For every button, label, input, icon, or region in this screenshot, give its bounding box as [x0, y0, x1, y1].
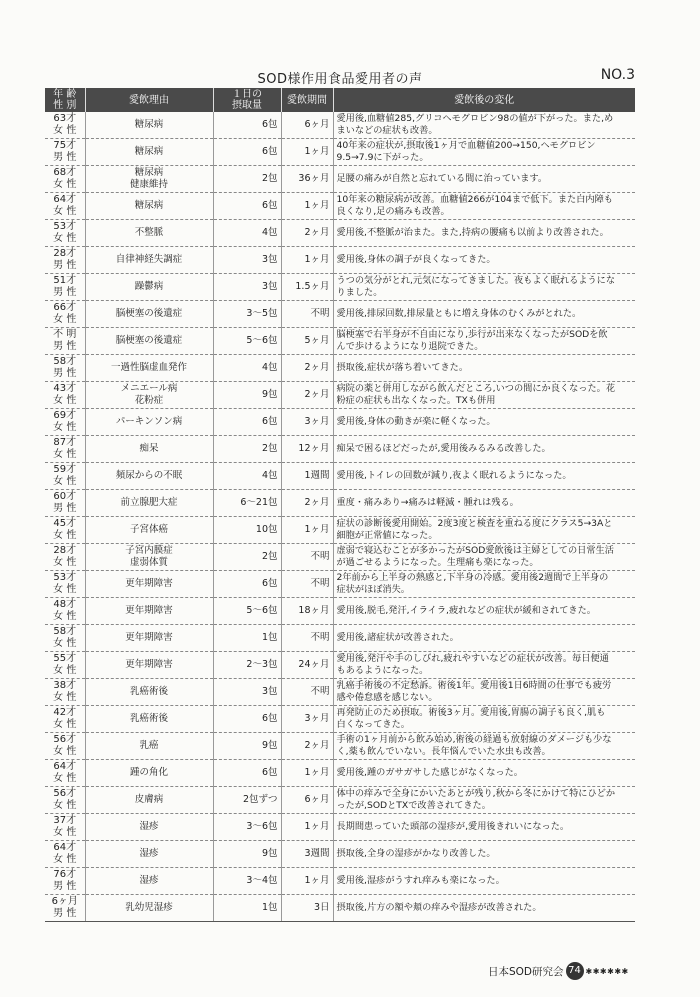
cell-age: 51才 男 性 — [45, 274, 85, 301]
table-row — [45, 868, 635, 895]
cell-amount: 3〜5包 — [213, 301, 281, 328]
table-row — [45, 571, 635, 598]
cell-amount: 3包 — [213, 247, 281, 274]
cell-period: 2ヶ月 — [281, 382, 333, 409]
cell-amount: 10包 — [213, 517, 281, 544]
cell-amount: 2包 — [213, 436, 281, 463]
cell-period: 不明 — [281, 571, 333, 598]
table-row — [45, 274, 635, 301]
cell-age: 87才 女 性 — [45, 436, 85, 463]
cell-change: 症状の診断後愛用開始。2度3度と検査を重ねる度にクラス5→3Aと 細胞が正常値になった。 — [333, 517, 635, 544]
column-header-age: 年 齢 性 別 — [45, 88, 85, 112]
cell-age: 不 明 男 性 — [45, 328, 85, 355]
cell-period: 不明 — [281, 544, 333, 571]
cell-change: 病院の薬と併用しながら飲んだところ,いつの間にか良くなった。花 粉症の症状も出なくなった。TXも併用 — [333, 382, 635, 409]
table-row — [45, 544, 635, 571]
cell-amount: 6包 — [213, 139, 281, 166]
cell-change: 愛用後,トイレの回数が減り,夜よく眠れるようになった。 — [333, 463, 635, 490]
cell-reason: 乳幼児湿疹 — [85, 895, 213, 922]
cell-reason: 更年期障害 — [85, 625, 213, 652]
cell-age: 56才 女 性 — [45, 733, 85, 760]
cell-change: 乳癌手術後の不定愁訴。術後1年。愛用後1日6時間の仕事でも疲労 感や倦怠感を感じない。 — [333, 679, 635, 706]
cell-amount: 9包 — [213, 841, 281, 868]
cell-reason: 更年期障害 — [85, 571, 213, 598]
cell-age: 53才 女 性 — [45, 220, 85, 247]
cell-change: 重度・痛みあり→痛みは軽減・腫れは残る。 — [333, 490, 635, 517]
cell-amount: 3〜4包 — [213, 868, 281, 895]
cell-reason: 皮膚病 — [85, 787, 213, 814]
cell-amount: 1包 — [213, 625, 281, 652]
cell-change: 愛用後,発汗や手のしびれ,疲れやすいなどの症状が改善。毎日便通 もあるようになった。 — [333, 652, 635, 679]
cell-amount: 3包 — [213, 274, 281, 301]
cell-change: 脳梗塞で右半身が不自由になり,歩行が出来なくなったがSODを飲 んで歩けるようになり退院できた。 — [333, 328, 635, 355]
column-header-change: 愛飲後の変化 — [333, 88, 635, 112]
table-row — [45, 598, 635, 625]
cell-age: 75才 男 性 — [45, 139, 85, 166]
cell-period: 5ヶ月 — [281, 328, 333, 355]
cell-age: 48才 女 性 — [45, 598, 85, 625]
table-row — [45, 517, 635, 544]
cell-reason: 前立腺肥大症 — [85, 490, 213, 517]
cell-period: 36ヶ月 — [281, 166, 333, 193]
cell-period: 3ヶ月 — [281, 409, 333, 436]
table-row — [45, 895, 635, 922]
table-row — [45, 355, 635, 382]
cell-change: うつの気分がとれ,元気になってきました。夜もよく眠れるようにな りました。 — [333, 274, 635, 301]
cell-period: 2ヶ月 — [281, 355, 333, 382]
table-row — [45, 679, 635, 706]
cell-change: 愛用後,排尿回数,排尿量ともに増え身体のむくみがとれた。 — [333, 301, 635, 328]
column-header-period: 愛飲期間 — [281, 88, 333, 112]
cell-change: 愛用後,不整脈が治また。また,持病の腰痛も以前より改善された。 — [333, 220, 635, 247]
cell-age: 28才 男 性 — [45, 247, 85, 274]
cell-amount: 4包 — [213, 463, 281, 490]
cell-amount: 6包 — [213, 193, 281, 220]
cell-period: 1ヶ月 — [281, 760, 333, 787]
cell-period: 1ヶ月 — [281, 193, 333, 220]
cell-reason: 痴呆 — [85, 436, 213, 463]
cell-amount: 6包 — [213, 571, 281, 598]
cell-period: 1週間 — [281, 463, 333, 490]
cell-reason: 湿疹 — [85, 841, 213, 868]
cell-reason: 躁鬱病 — [85, 274, 213, 301]
table-row — [45, 733, 635, 760]
cell-amount: 9包 — [213, 733, 281, 760]
cell-period: 不明 — [281, 625, 333, 652]
cell-amount: 3〜6包 — [213, 814, 281, 841]
cell-period: 6ヶ月 — [281, 787, 333, 814]
cell-period: 1ヶ月 — [281, 814, 333, 841]
cell-period: 1ヶ月 — [281, 517, 333, 544]
cell-amount: 6包 — [213, 706, 281, 733]
cell-period: 3週間 — [281, 841, 333, 868]
table-row — [45, 382, 635, 409]
cell-reason: パーキンソン病 — [85, 409, 213, 436]
page-header — [45, 66, 635, 86]
table-row — [45, 220, 635, 247]
page-footer — [488, 962, 629, 980]
cell-age: 59才 女 性 — [45, 463, 85, 490]
cell-amount: 4包 — [213, 220, 281, 247]
cell-age: 45才 女 性 — [45, 517, 85, 544]
cell-amount: 6〜21包 — [213, 490, 281, 517]
page-number-label: NO.3 — [600, 67, 635, 83]
cell-reason: 自律神経失調症 — [85, 247, 213, 274]
cell-reason: 糖尿病 — [85, 193, 213, 220]
page-title: SOD様作用食品愛用者の声 — [257, 72, 423, 87]
cell-age: 6ヶ月 男 性 — [45, 895, 85, 922]
table-row — [45, 328, 635, 355]
cell-period: 2ヶ月 — [281, 733, 333, 760]
cell-period: 24ヶ月 — [281, 652, 333, 679]
cell-reason: 子宮内膜症 虚弱体質 — [85, 544, 213, 571]
cell-reason: 脳梗塞の後遺症 — [85, 301, 213, 328]
cell-age: 58才 男 性 — [45, 355, 85, 382]
cell-amount: 9包 — [213, 382, 281, 409]
table-row — [45, 652, 635, 679]
cell-reason: 不整脈 — [85, 220, 213, 247]
cell-period: 1ヶ月 — [281, 139, 333, 166]
cell-age: 63才 女 性 — [45, 112, 85, 139]
cell-age: 38才 女 性 — [45, 679, 85, 706]
cell-age: 53才 女 性 — [45, 571, 85, 598]
cell-change: 摂取後,片方の額や頬の痒みや湿疹が改善された。 — [333, 895, 635, 922]
table-row — [45, 112, 635, 139]
cell-age: 42才 女 性 — [45, 706, 85, 733]
cell-amount: 6包 — [213, 112, 281, 139]
cell-age: 64才 女 性 — [45, 841, 85, 868]
cell-reason: 脳梗塞の後遺症 — [85, 328, 213, 355]
cell-reason: 更年期障害 — [85, 652, 213, 679]
table-row — [45, 706, 635, 733]
cell-change: 痴呆で困るほどだったが,愛用後みるみる改善した。 — [333, 436, 635, 463]
cell-change: 摂取後,症状が落ち着いてきた。 — [333, 355, 635, 382]
cell-change: 長期間患っていた頭部の湿疹が,愛用後きれいになった。 — [333, 814, 635, 841]
cell-amount: 5〜6包 — [213, 328, 281, 355]
cell-change: 手術の1ヶ月前から飲み始め,術後の経過も放射線のダメージも少な く,薬も飲んでいない。長年悩んでいた水虫も改善。 — [333, 733, 635, 760]
cell-change: 愛用後,身体の調子が良くなってきた。 — [333, 247, 635, 274]
cell-period: 6ヶ月 — [281, 112, 333, 139]
cell-age: 58才 女 性 — [45, 625, 85, 652]
cell-reason: メニエール病 花粉症 — [85, 382, 213, 409]
cell-amount: 6包 — [213, 760, 281, 787]
cell-amount: 6包 — [213, 409, 281, 436]
cell-amount: 5〜6包 — [213, 598, 281, 625]
cell-change: 摂取後,全身の湿疹がかなり改善した。 — [333, 841, 635, 868]
cell-reason: 湿疹 — [85, 868, 213, 895]
table-row — [45, 490, 635, 517]
cell-age: 43才 女 性 — [45, 382, 85, 409]
cell-reason: 糖尿病 — [85, 139, 213, 166]
cell-reason: 頻尿からの不眠 — [85, 463, 213, 490]
cell-reason: 糖尿病 — [85, 112, 213, 139]
table-row — [45, 436, 635, 463]
table-row — [45, 463, 635, 490]
cell-reason: 一過性脳虚血発作 — [85, 355, 213, 382]
cell-period: 1.5ヶ月 — [281, 274, 333, 301]
table-row — [45, 625, 635, 652]
table-row — [45, 760, 635, 787]
table-row — [45, 166, 635, 193]
cell-period: 3日 — [281, 895, 333, 922]
cell-change: 愛用後,脱毛,発汗,イライラ,疲れなどの症状が緩和されてきた。 — [333, 598, 635, 625]
cell-age: 76才 男 性 — [45, 868, 85, 895]
table-row — [45, 301, 635, 328]
cell-change: 愛用後,血糖値285,グリコヘモグロビン98の値が下がった。また,め まいなどの症状も改善。 — [333, 112, 635, 139]
footer-decoration: ✱✱✱✱✱✱ — [585, 966, 629, 976]
cell-reason: 乳癌術後 — [85, 679, 213, 706]
cell-period: 不明 — [281, 679, 333, 706]
cell-period: 18ヶ月 — [281, 598, 333, 625]
cell-amount: 2包 — [213, 544, 281, 571]
cell-period: 1ヶ月 — [281, 868, 333, 895]
cell-amount: 2包 — [213, 166, 281, 193]
cell-change: 40年来の症状が,摂取後1ヶ月で血糖値200→150,ヘモグロビン 9.5→7.9に下がった。 — [333, 139, 635, 166]
cell-period: 12ヶ月 — [281, 436, 333, 463]
cell-change: 愛用後,身体の動きが楽に軽くなった。 — [333, 409, 635, 436]
cell-reason: 乳癌 — [85, 733, 213, 760]
cell-age: 60才 男 性 — [45, 490, 85, 517]
table-row — [45, 787, 635, 814]
cell-reason: 踵の角化 — [85, 760, 213, 787]
cell-amount: 4包 — [213, 355, 281, 382]
cell-period: 3ヶ月 — [281, 706, 333, 733]
cell-amount: 1包 — [213, 895, 281, 922]
cell-reason: 糖尿病 健康維持 — [85, 166, 213, 193]
cell-change: 足腰の痛みが自然と忘れている間に治っています。 — [333, 166, 635, 193]
cell-reason: 湿疹 — [85, 814, 213, 841]
cell-period: 不明 — [281, 301, 333, 328]
footer-page-number: 74 — [566, 962, 584, 980]
cell-age: 68才 女 性 — [45, 166, 85, 193]
cell-age: 37才 女 性 — [45, 814, 85, 841]
cell-change: 虚弱で寝込むことが多かったがSOD愛飲後は主婦としての日常生活 が過ごせるようになった。生理痛も楽になった。 — [333, 544, 635, 571]
table-header-row — [45, 88, 635, 112]
column-header-reason: 愛飲理由 — [85, 88, 213, 112]
cell-reason: 更年期障害 — [85, 598, 213, 625]
table-row — [45, 841, 635, 868]
cell-age: 66才 女 性 — [45, 301, 85, 328]
cell-reason: 乳癌術後 — [85, 706, 213, 733]
cell-change: 愛用後,諸症状が改善された。 — [333, 625, 635, 652]
cell-age: 56才 女 性 — [45, 787, 85, 814]
footer-organization: 日本SOD研究会 — [488, 965, 564, 978]
cell-change: 体中の痒みで全身にかいたあとが残り,秋から冬にかけて特にひどか ったが,SODとTXで改善されてきた。 — [333, 787, 635, 814]
cell-change: 10年来の糖尿病が改善。血糖値266が104まで低下。また白内障も 良くなり,足の痛みも改善。 — [333, 193, 635, 220]
cell-amount: 3包 — [213, 679, 281, 706]
cell-age: 64才 女 性 — [45, 760, 85, 787]
table-row — [45, 409, 635, 436]
cell-period: 2ヶ月 — [281, 220, 333, 247]
cell-age: 64才 女 性 — [45, 193, 85, 220]
column-header-amount: １日の 摂取量 — [213, 88, 281, 112]
cell-change: 愛用後,踵のガサガサした感じがなくなった。 — [333, 760, 635, 787]
cell-age: 55才 女 性 — [45, 652, 85, 679]
cell-amount: 2〜3包 — [213, 652, 281, 679]
cell-change: 再発防止のため摂取。術後3ヶ月。愛用後,胃腸の調子も良く,肌も 白くなってきた。 — [333, 706, 635, 733]
cell-age: 69才 女 性 — [45, 409, 85, 436]
cell-age: 28才 女 性 — [45, 544, 85, 571]
cell-period: 1ヶ月 — [281, 247, 333, 274]
table-row — [45, 247, 635, 274]
cell-reason: 子宮体癌 — [85, 517, 213, 544]
cell-change: 愛用後,湿疹がうすれ痒みも楽になった。 — [333, 868, 635, 895]
table-row — [45, 139, 635, 166]
cell-amount: 2包ずつ — [213, 787, 281, 814]
cell-period: 2ヶ月 — [281, 490, 333, 517]
table-row — [45, 814, 635, 841]
table-row — [45, 193, 635, 220]
testimonial-table — [45, 88, 635, 922]
cell-change: 2年前から上半身の熱感と,下半身の冷感。愛用後2週間で上半身の 症状がほぼ消失。 — [333, 571, 635, 598]
